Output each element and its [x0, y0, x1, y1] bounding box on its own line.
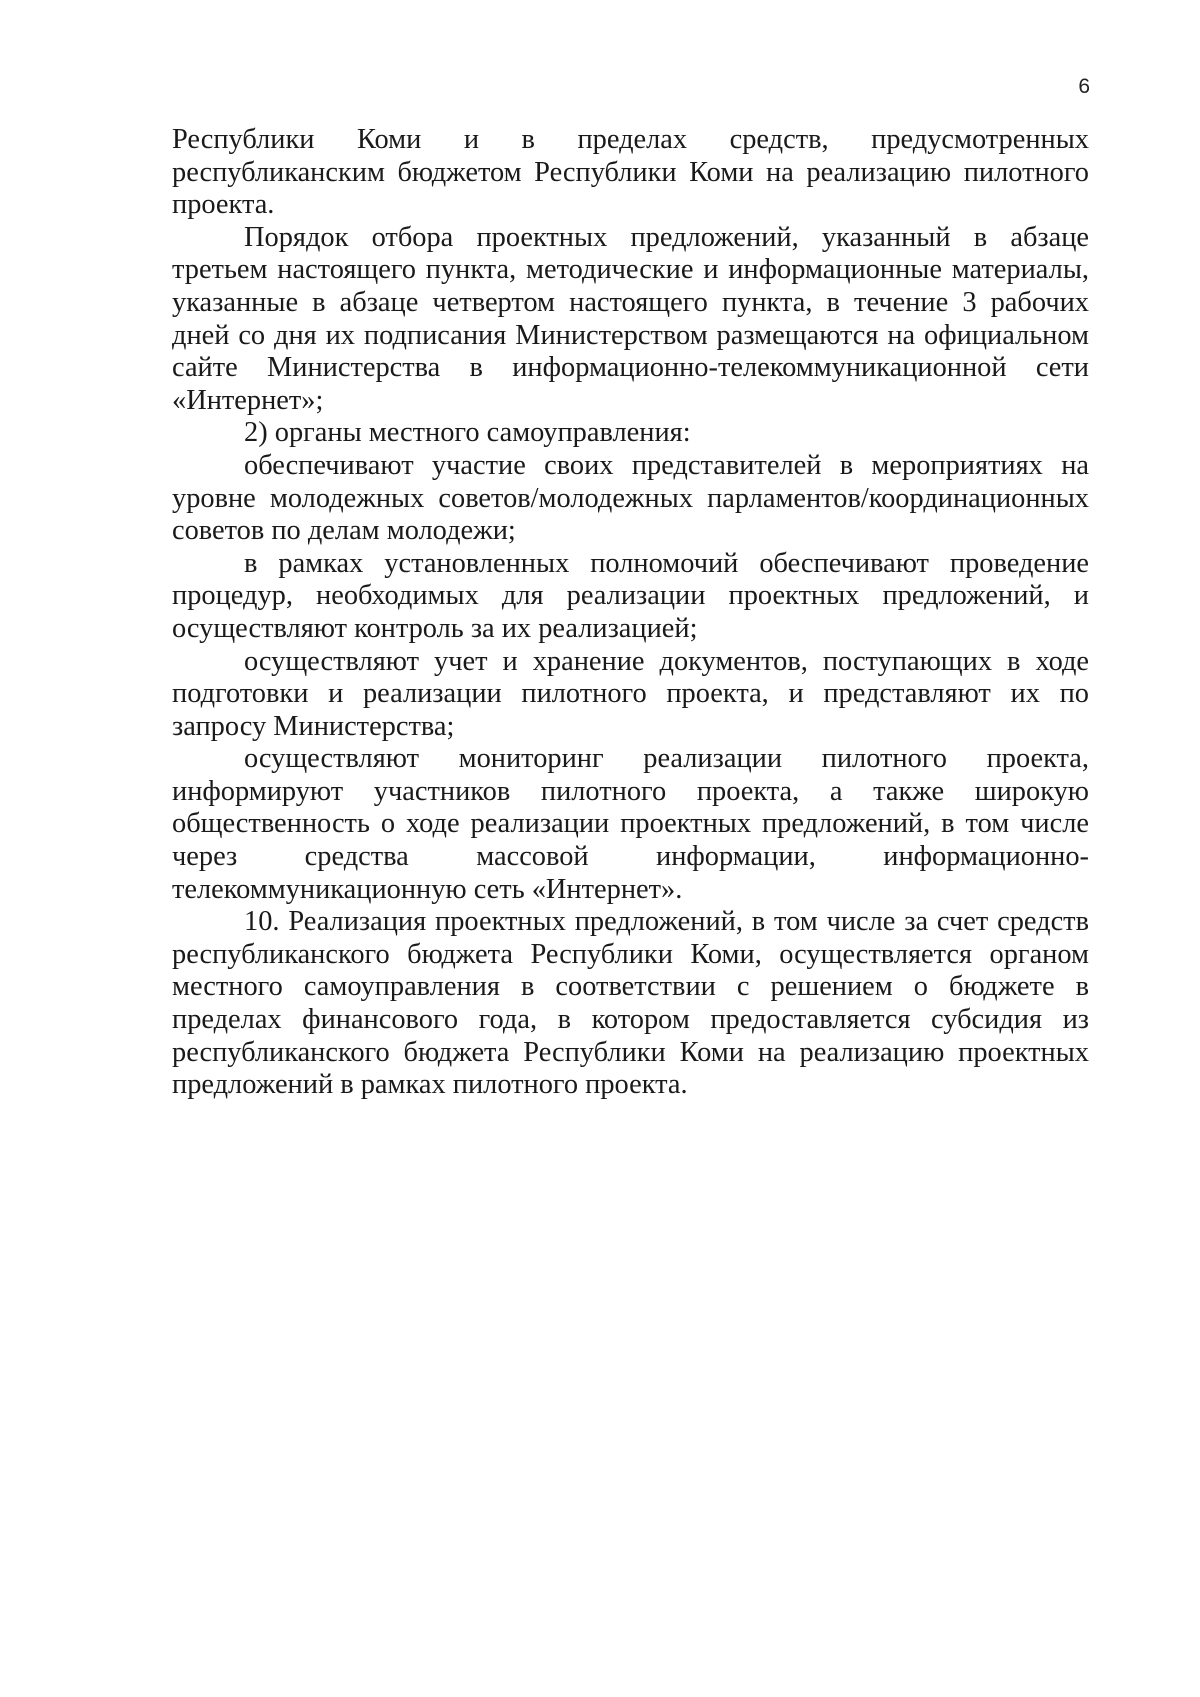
paragraph-participation: обеспечивают участие своих представителей в мероприятиях на уровне молодежных советов/молодежных парламентов/координационных советов по делам молодежи; [172, 449, 1089, 547]
paragraph-selection-procedure: Порядок отбора проектных предложений, указанный в абзаце третьем настоящего пункта, методические и информационные материалы, указанные в абзаце четвертом настоящего пункта, в течение 3 рабочих дней со дня их подписания Министерством размещаются на официальном сайте Министерства в информационно-телекоммуникационной сети «Интернет»; [172, 221, 1089, 416]
document-body [172, 124, 1089, 1102]
page-number: 6 [1078, 75, 1090, 98]
paragraph-documents: осуществляют учет и хранение документов, поступающих в ходе подготовки и реализации пилотного проекта, и представляют их по запросу Министерства; [172, 645, 1089, 742]
paragraph-implementation: 10. Реализация проектных предложений, в том числе за счет средств республиканского бюджета Республики Коми, осуществляется органом местного самоуправления в соответствии с решением о бюджете в пределах финансового года, в котором предоставляется субсидия из республиканского бюджета Республики Коми на реализацию проектных предложений в рамках пилотного проекта. [172, 906, 1089, 1101]
paragraph-monitoring: осуществляют мониторинг реализации пилотного проекта, информируют участников пилотного проекта, а также широкую общественность о ходе реализации проектных предложений, в том числе через средства массовой информации, информационно-телекоммуникационную сеть «Интернет». [172, 743, 1089, 905]
paragraph-continuation: Республики Коми и в пределах средств, предусмотренных республиканским бюджетом Республики Коми на реализацию пилотного проекта. [172, 124, 1089, 221]
paragraph-procedures: в рамках установленных полномочий обеспечивают проведение процедур, необходимых для реализации проектных предложений, и осуществляют контроль за их реализацией; [172, 547, 1089, 644]
paragraph-local-authorities: 2) органы местного самоуправления: [244, 417, 691, 449]
